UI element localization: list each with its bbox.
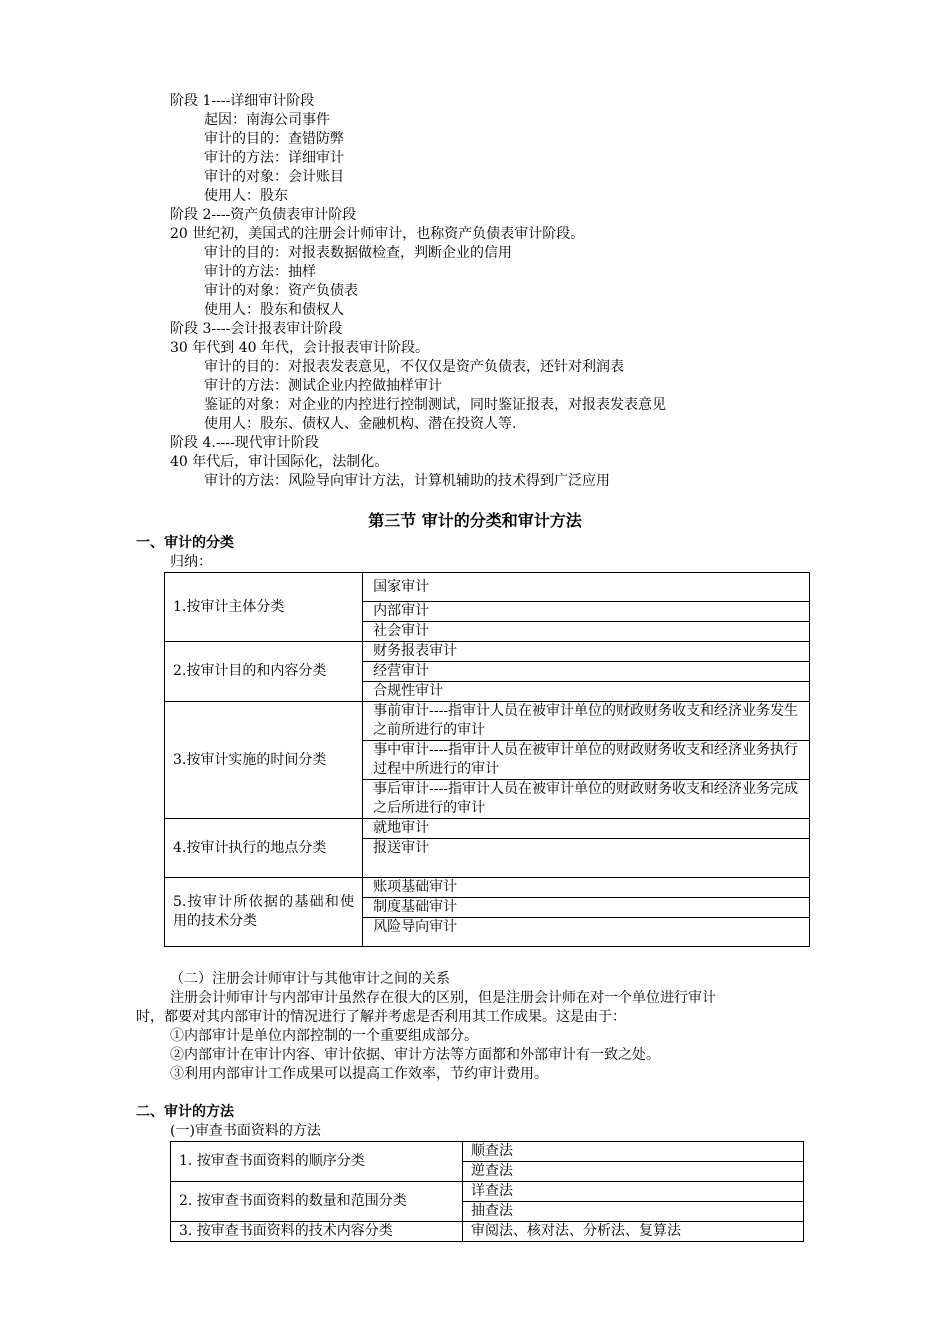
stage2-item: 使用人：股东和债权人 <box>204 302 344 318</box>
table-cell-category: 3.按审计实施的时间分类 <box>165 702 363 819</box>
stage1-item: 审计的对象：会计账目 <box>204 169 344 185</box>
part1-heading: 一、审计的分类 <box>136 535 234 551</box>
table-cell-item: 财务报表审计 <box>363 642 810 662</box>
relation-paragraph: 时，都要对其内部审计的情况进行了解并考虑是否利用其工作成果。这是由于： <box>136 1009 626 1025</box>
table-cell-item: 详查法 <box>463 1182 804 1202</box>
stage3-item: 鉴证的对象：对企业的内控进行控制测试，同时鉴证报表，对报表发表意见 <box>204 397 666 413</box>
table-cell-item: 账项基础审计 <box>363 878 810 898</box>
stage1-item: 审计的方法：详细审计 <box>204 150 344 166</box>
stage2-item: 审计的目的：对报表数据做检查，判断企业的信用 <box>204 245 512 261</box>
table-cell-item: 事中审计----指审计人员在被审计单位的财政财务收支和经济业务执行过程中所进行的审计 <box>363 741 810 780</box>
stage4-title: 阶段 4.----现代审计阶段 <box>170 435 319 451</box>
table-cell-category: 1.按审计主体分类 <box>165 573 363 642</box>
audit-method-table <box>170 1141 804 1242</box>
stage2-title: 阶段 2----资产负债表审计阶段 <box>170 207 357 223</box>
table-cell-item: 逆查法 <box>463 1162 804 1182</box>
table-cell-item: 内部审计 <box>363 602 810 622</box>
stage2-intro: 20 世纪初，美国式的注册会计师审计，也称资产负债表审计阶段。 <box>170 226 585 242</box>
table-cell-item: 抽查法 <box>463 1202 804 1222</box>
table-cell-item: 合规性审计 <box>363 682 810 702</box>
table-cell-category: 2. 按审查书面资料的数量和范围分类 <box>171 1182 463 1222</box>
stage1-title: 阶段 1----详细审计阶段 <box>170 93 315 109</box>
table-cell-item: 经营审计 <box>363 662 810 682</box>
relation-point: ③利用内部审计工作成果可以提高工作效率，节约审计费用。 <box>170 1066 548 1082</box>
table-cell-item: 制度基础审计 <box>363 898 810 918</box>
table-cell-item: 报送审计 <box>363 839 810 878</box>
relation-point: ①内部审计是单位内部控制的一个重要组成部分。 <box>170 1028 478 1044</box>
stage4-item: 审计的方法：风险导向审计方法，计算机辅助的技术得到广泛应用 <box>204 473 610 489</box>
table-cell-item: 国家审计 <box>363 573 810 602</box>
table-cell-item: 事后审计----指审计人员在被审计单位的财政财务收支和经济业务完成之后所进行的审计 <box>363 780 810 819</box>
stage3-item: 审计的方法：测试企业内控做抽样审计 <box>204 378 442 394</box>
part2-heading: 二、审计的方法 <box>136 1104 234 1120</box>
table-cell-category: 5.按审计所依据的基础和使用的技术分类 <box>165 878 363 947</box>
stage3-item: 使用人：股东、债权人、金融机构、潜在投资人等. <box>204 416 517 432</box>
table-cell-item: 就地审计 <box>363 819 810 839</box>
stage1-item: 使用人：股东 <box>204 188 288 204</box>
stage4-intro: 40 年代后，审计国际化，法制化。 <box>170 454 389 470</box>
table-cell-item: 社会审计 <box>363 622 810 642</box>
stage1-item: 审计的目的：查错防弊 <box>204 131 344 147</box>
stage1-item: 起因：南海公司事件 <box>204 112 330 128</box>
table-cell-item: 顺查法 <box>463 1142 804 1162</box>
section-title: 第三节 审计的分类和审计方法 <box>368 511 582 530</box>
table-cell-category: 1. 按审查书面资料的顺序分类 <box>171 1142 463 1182</box>
stage3-intro: 30 年代到 40 年代，会计报表审计阶段。 <box>170 340 429 356</box>
stage2-item: 审计的方法：抽样 <box>204 264 316 280</box>
stage2-item: 审计的对象：资产负债表 <box>204 283 358 299</box>
relation-title: （二）注册会计师审计与其他审计之间的关系 <box>170 971 450 987</box>
relation-paragraph: 注册会计师审计与内部审计虽然存在很大的区别，但是注册会计师在对一个单位进行审计 <box>170 990 716 1006</box>
table-cell-category: 4.按审计执行的地点分类 <box>165 819 363 878</box>
relation-point: ②内部审计在审计内容、审计依据、审计方法等方面都和外部审计有一致之处。 <box>170 1047 660 1063</box>
audit-classification-table <box>164 572 810 947</box>
summary-label: 归纳： <box>170 554 212 570</box>
table-cell-category: 3. 按审查书面资料的技术内容分类 <box>171 1222 463 1242</box>
stage3-item: 审计的目的：对报表发表意见，不仅仅是资产负债表，还针对利润表 <box>204 359 624 375</box>
table-cell-item: 事前审计----指审计人员在被审计单位的财政财务收支和经济业务发生之前所进行的审计 <box>363 702 810 741</box>
stage3-title: 阶段 3----会计报表审计阶段 <box>170 321 343 337</box>
table-cell-category: 2.按审计目的和内容分类 <box>165 642 363 702</box>
table-cell-item: 风险导向审计 <box>363 918 810 947</box>
table-cell-item: 审阅法、核对法、分析法、复算法 <box>463 1222 804 1242</box>
part2-subtitle: (一)审查书面资料的方法 <box>170 1123 321 1139</box>
